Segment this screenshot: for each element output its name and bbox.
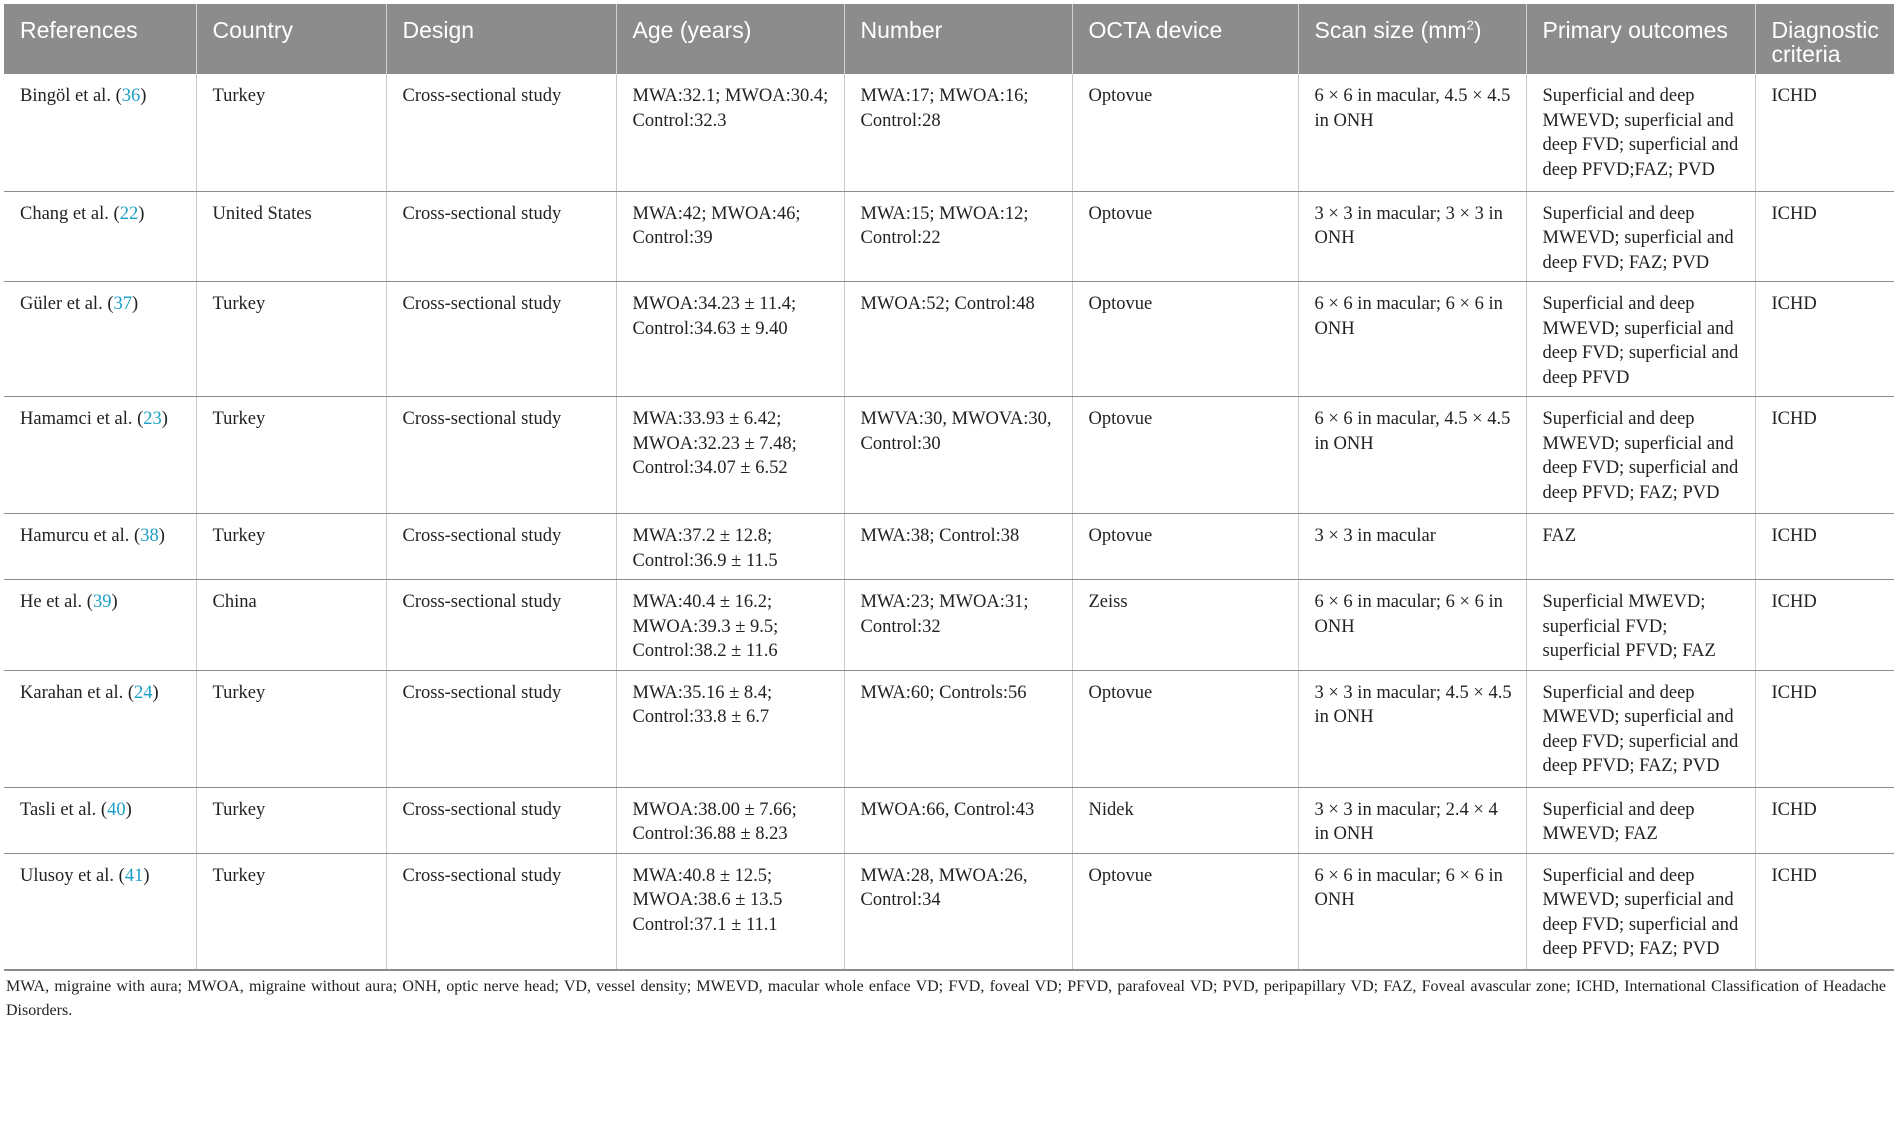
cell-criteria: ICHD [1755, 191, 1894, 282]
column-header-references: References [4, 4, 196, 74]
cell-number: MWA:38; Control:38 [844, 514, 1072, 580]
cell-country: Turkey [196, 853, 386, 970]
cell-scan-size: 3 × 3 in macular [1298, 514, 1526, 580]
cell-outcomes: Superficial and deep MWEVD; superficial and deep FVD; superficial and deep PFVD; FAZ; PVD [1526, 853, 1755, 970]
author-text: Güler et al. [20, 294, 103, 314]
column-header-scan-size [1298, 4, 1526, 74]
studies-table [4, 4, 1894, 971]
cell-scan-size: 6 × 6 in macular; 6 × 6 in ONH [1298, 853, 1526, 970]
cell-device: Optovue [1072, 74, 1298, 191]
table-row [4, 580, 1894, 671]
cell-number: MWA:15; MWOA:12; Control:22 [844, 191, 1072, 282]
cell-number: MWA:60; Controls:56 [844, 670, 1072, 787]
cell-scan-size: 6 × 6 in macular; 6 × 6 in ONH [1298, 282, 1526, 397]
cell-reference: Tasli et al. (40) [4, 787, 196, 853]
scan-size-suffix: ) [1473, 17, 1482, 43]
cell-scan-size: 3 × 3 in macular; 3 × 3 in ONH [1298, 191, 1526, 282]
table-wrapper [4, 4, 1894, 1023]
cell-reference: Hamamci et al. (23) [4, 397, 196, 514]
cell-number: MWOA:52; Control:48 [844, 282, 1072, 397]
table-row [4, 787, 1894, 853]
reference-link[interactable]: 41 [124, 865, 144, 886]
column-header-design: Design [386, 4, 616, 74]
column-header-country: Country [196, 4, 386, 74]
reference-link[interactable]: 40 [107, 799, 126, 820]
author-text: Hamamci et al. [20, 409, 133, 429]
cell-age: MWA:32.1; MWOA:30.4; Control:32.3 [616, 74, 844, 191]
cell-design: Cross-sectional study [386, 853, 616, 970]
reference-link[interactable]: 36 [121, 86, 141, 106]
reference-link[interactable]: 38 [140, 526, 159, 546]
cell-device: Nidek [1072, 787, 1298, 853]
cell-design: Cross-sectional study [386, 787, 616, 853]
cell-country: Turkey [196, 74, 386, 191]
cell-country: Turkey [196, 397, 386, 514]
cell-age: MWOA:38.00 ± 7.66; Control:36.88 ± 8.23 [616, 787, 844, 853]
table-row [4, 670, 1894, 787]
column-header-octa-device: OCTA device [1072, 4, 1298, 74]
cell-country: Turkey [196, 282, 386, 397]
cell-age: MWOA:34.23 ± 11.4; Control:34.63 ± 9.40 [616, 282, 844, 397]
column-header-age: Age (years) [616, 4, 844, 74]
cell-country: Turkey [196, 787, 386, 853]
author-text: Chang et al. [20, 203, 109, 224]
cell-criteria: ICHD [1755, 670, 1894, 787]
scan-size-superscript: 2 [1466, 17, 1474, 33]
cell-design: Cross-sectional study [386, 191, 616, 282]
cell-age: MWA:33.93 ± 6.42; MWOA:32.23 ± 7.48; Control:34.07 ± 6.52 [616, 397, 844, 514]
author-text: Bingöl et al. [20, 86, 111, 106]
column-header-diagnostic-criteria: Diagnostic criteria [1755, 4, 1894, 74]
table-row [4, 74, 1894, 191]
cell-country: China [196, 580, 386, 671]
author-text: Karahan et al. [20, 682, 124, 703]
table-row [4, 282, 1894, 397]
cell-criteria: ICHD [1755, 853, 1894, 970]
cell-device: Optovue [1072, 670, 1298, 787]
cell-outcomes: Superficial and deep MWEVD; FAZ [1526, 787, 1755, 853]
column-header-primary-outcomes: Primary outcomes [1526, 4, 1755, 74]
cell-age: MWA:40.8 ± 12.5; MWOA:38.6 ± 13.5 Control:37.1 ± 11.1 [616, 853, 844, 970]
cell-outcomes: Superficial and deep MWEVD; superficial and deep FVD; superficial and deep PFVD [1526, 282, 1755, 397]
cell-design: Cross-sectional study [386, 74, 616, 191]
table-footnote: MWA, migraine with aura; MWOA, migraine without aura; ONH, optic nerve head; VD, vessel density; MWEVD, macular whole enface VD; FVD, foveal VD; PFVD, parafoveal VD; PVD, peripapillary VD; FAZ, Foveal avascular zone; ICHD, International Classification of Headache Disorders. [6, 978, 1886, 1019]
reference-link[interactable]: 24 [134, 682, 153, 703]
header-row [4, 4, 1894, 74]
reference-link[interactable]: 39 [92, 592, 112, 612]
cell-reference: He et al. (39) [4, 580, 196, 671]
cell-number: MWVA:30, MWOVA:30, Control:30 [844, 397, 1072, 514]
cell-age: MWA:40.4 ± 16.2; MWOA:39.3 ± 9.5; Control:38.2 ± 11.6 [616, 580, 844, 671]
cell-design: Cross-sectional study [386, 397, 616, 514]
cell-criteria: ICHD [1755, 514, 1894, 580]
cell-reference: Hamurcu et al. (38) [4, 514, 196, 580]
cell-device: Optovue [1072, 282, 1298, 397]
reference-link[interactable]: 37 [113, 294, 132, 314]
cell-design: Cross-sectional study [386, 670, 616, 787]
cell-criteria: ICHD [1755, 580, 1894, 671]
cell-device: Optovue [1072, 853, 1298, 970]
cell-design: Cross-sectional study [386, 282, 616, 397]
cell-country: Turkey [196, 514, 386, 580]
author-text: Hamurcu et al. [20, 526, 130, 546]
cell-number: MWA:23; MWOA:31; Control:32 [844, 580, 1072, 671]
cell-reference: Bingöl et al. (36) [4, 74, 196, 191]
cell-scan-size: 6 × 6 in macular; 6 × 6 in ONH [1298, 580, 1526, 671]
cell-country: Turkey [196, 670, 386, 787]
cell-scan-size: 3 × 3 in macular; 2.4 × 4 in ONH [1298, 787, 1526, 853]
cell-criteria: ICHD [1755, 282, 1894, 397]
cell-number: MWA:17; MWOA:16; Control:28 [844, 74, 1072, 191]
cell-reference: Karahan et al. (24) [4, 670, 196, 787]
cell-outcomes: Superficial and deep MWEVD; superficial and deep FVD; FAZ; PVD [1526, 191, 1755, 282]
scan-size-label: Scan size (mm [1314, 17, 1467, 43]
cell-device: Optovue [1072, 514, 1298, 580]
reference-link[interactable]: 23 [143, 409, 162, 429]
cell-design: Cross-sectional study [386, 580, 616, 671]
cell-reference: Güler et al. (37) [4, 282, 196, 397]
table-body [4, 74, 1894, 970]
cell-device: Optovue [1072, 191, 1298, 282]
table-row [4, 853, 1894, 970]
table-row [4, 191, 1894, 282]
cell-outcomes: Superficial and deep MWEVD; superficial and deep FVD; superficial and deep PFVD; FAZ; PVD [1526, 670, 1755, 787]
cell-device: Zeiss [1072, 580, 1298, 671]
cell-criteria: ICHD [1755, 397, 1894, 514]
cell-outcomes: FAZ [1526, 514, 1755, 580]
cell-number: MWOA:66, Control:43 [844, 787, 1072, 853]
cell-design: Cross-sectional study [386, 514, 616, 580]
cell-reference: Chang et al. (22) [4, 191, 196, 282]
author-text: He et al. [20, 592, 83, 612]
cell-scan-size: 6 × 6 in macular, 4.5 × 4.5 in ONH [1298, 74, 1526, 191]
cell-criteria: ICHD [1755, 74, 1894, 191]
cell-scan-size: 6 × 6 in macular, 4.5 × 4.5 in ONH [1298, 397, 1526, 514]
cell-device: Optovue [1072, 397, 1298, 514]
cell-criteria: ICHD [1755, 787, 1894, 853]
cell-reference: Ulusoy et al. (41) [4, 853, 196, 970]
reference-link[interactable]: 22 [119, 203, 139, 224]
table-row [4, 397, 1894, 514]
cell-country: United States [196, 191, 386, 282]
cell-outcomes: Superficial and deep MWEVD; superficial and deep FVD; superficial and deep PFVD; FAZ; PVD [1526, 397, 1755, 514]
cell-outcomes: Superficial MWEVD; superficial FVD; superficial PFVD; FAZ [1526, 580, 1755, 671]
cell-scan-size: 3 × 3 in macular; 4.5 × 4.5 in ONH [1298, 670, 1526, 787]
cell-outcomes: Superficial and deep MWEVD; superficial and deep FVD; superficial and deep PFVD;FAZ; PVD [1526, 74, 1755, 191]
author-text: Tasli et al. [20, 799, 97, 820]
author-text: Ulusoy et al. [20, 865, 115, 886]
cell-age: MWA:37.2 ± 12.8; Control:36.9 ± 11.5 [616, 514, 844, 580]
table-row [4, 514, 1894, 580]
cell-age: MWA:35.16 ± 8.4; Control:33.8 ± 6.7 [616, 670, 844, 787]
cell-number: MWA:28, MWOA:26, Control:34 [844, 853, 1072, 970]
column-header-number: Number [844, 4, 1072, 74]
cell-age: MWA:42; MWOA:46; Control:39 [616, 191, 844, 282]
